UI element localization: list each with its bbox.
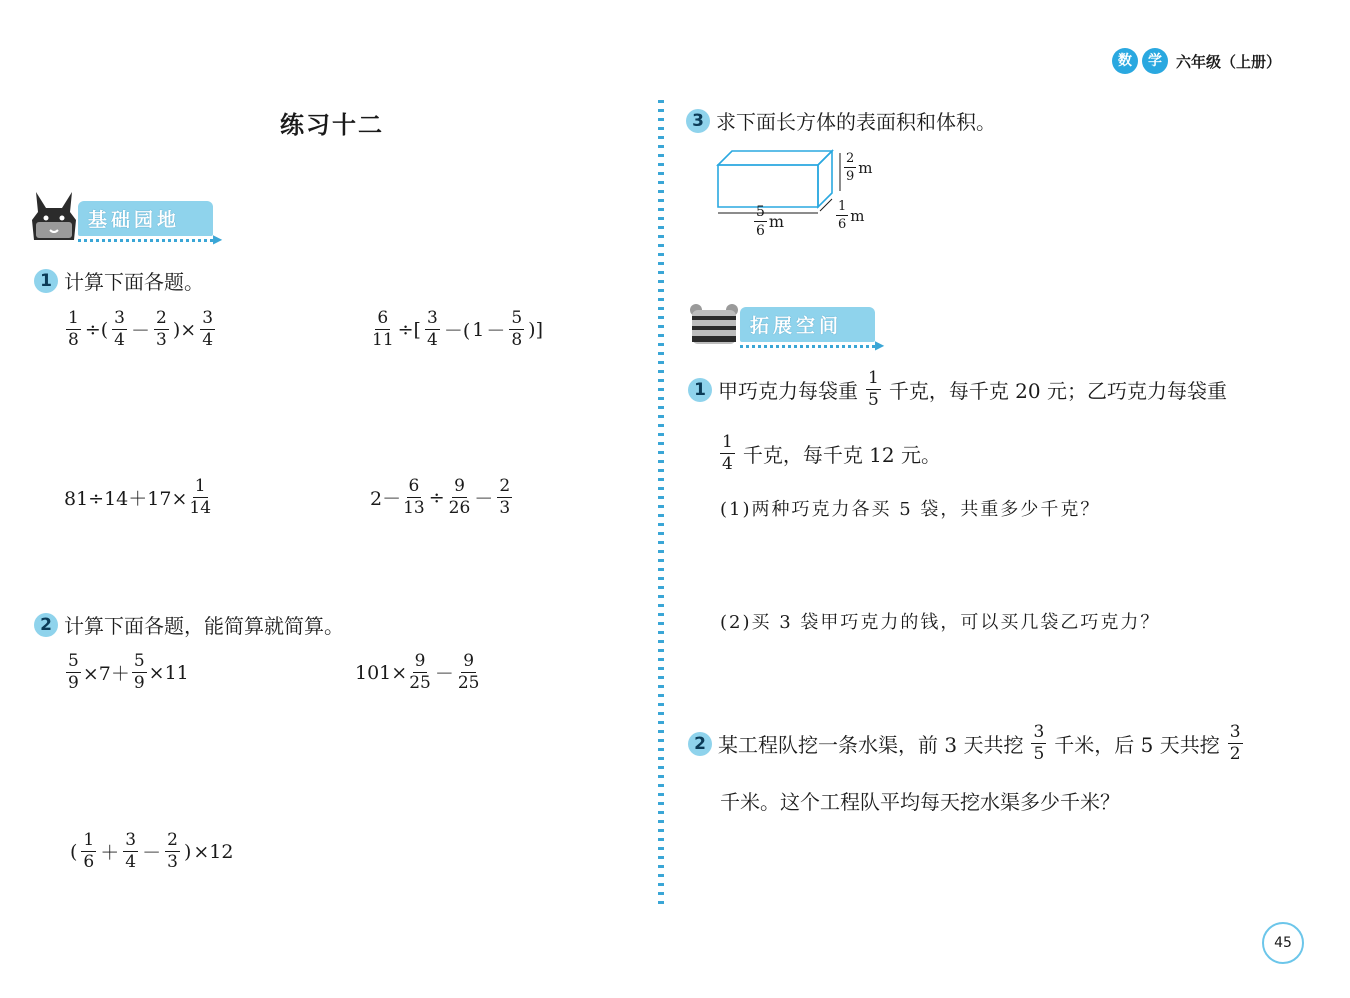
arrow-right-icon: ▶ [875,338,885,352]
question-3 [686,106,996,135]
fraction: $\frac{1}{14}$ [189,476,212,518]
subject-badge-2: 学 [1142,48,1168,74]
fraction: $\frac{3}{5}$ [1033,722,1045,764]
fraction: $\frac{2}{9}$ [846,151,855,184]
extend-question-2: 2 某工程队挖一条水渠，前 3 天共挖 $\frac{3}{5}$ 千米，后 5 天共挖 $\frac{3}{2}$ [688,724,1245,763]
banner-dotted-line [740,342,875,348]
section-label-extend: 拓展空间 [740,307,875,342]
width-label: $\frac{1}{6}$ m [838,199,865,232]
expression-1-3: 81÷14＋17× $\frac{1}{14}$ [64,476,212,518]
question-number: 2 [688,732,712,756]
fraction: $\frac{5}{9}$ [133,651,145,693]
fraction: $\frac{2}{3}$ [167,830,178,872]
fraction: $\frac{1}{4}$ [722,432,733,474]
arrow-right-icon: ▶ [213,232,223,246]
subject-badge-1: 数 [1112,48,1138,74]
section-banner-basic [30,190,223,246]
fraction: $\frac{2}{3}$ [499,476,511,518]
expression-1-4: 2－ $\frac{6}{13}$ ÷ $\frac{9}{26}$ － $\frac{2}{3}$ [370,476,511,518]
sub-question-2: (2)买 3 袋甲巧克力的钱，可以买几袋乙巧克力？ [720,612,1161,633]
height-label: $\frac{2}{9}$ m [846,151,873,184]
expression-2-1: $\frac{5}{9}$ ×7＋ $\frac{5}{9}$ ×11 [68,651,189,693]
expression-1-2: $\frac{6}{11}$ ÷[ $\frac{3}{4}$ －( 1 － $\frac{5}{8}$ )] [372,308,543,350]
question-number: 2 [34,613,58,637]
cat-mascot-icon [688,302,740,348]
banner-dotted-line [78,236,213,242]
extend-question-1-cont: $\frac{1}{4}$ 千克，每千克 12 元。 [722,432,941,474]
page-header [1112,48,1281,74]
fraction: $\frac{9}{25}$ [457,651,480,693]
fraction: $\frac{9}{25}$ [409,651,431,693]
sub-question-1: (1)两种巧克力各买 5 袋，共重多少千克？ [720,499,1101,520]
expression-2-2: 101× $\frac{9}{25}$ － $\frac{9}{25}$ [355,651,480,693]
fraction: $\frac{1}{6}$ [83,830,95,872]
fraction: $\frac{1}{8}$ [68,308,79,350]
fraction: $\frac{5}{8}$ [511,308,523,350]
fraction: $\frac{5}{6}$ [756,204,765,239]
extend-question-2-cont: 千米。这个工程队平均每天挖水渠多少千米？ [720,790,1120,814]
fraction: $\frac{3}{4}$ [125,830,137,872]
fraction: $\frac{2}{3}$ [156,308,167,350]
question-text: 计算下面各题。 [64,270,204,294]
question-text: 计算下面各题，能简算就简算。 [64,614,344,638]
page-number: 45 [1262,922,1304,964]
fraction: $\frac{1}{5}$ [868,368,879,410]
question-1 [34,266,204,295]
page-divider [658,100,664,910]
fraction: $\frac{3}{4}$ [426,308,438,350]
question-2 [34,610,344,639]
fraction: $\frac{3}{2}$ [1229,722,1241,764]
fraction: $\frac{3}{4}$ [114,308,125,350]
fraction: $\frac{6}{11}$ [372,308,394,350]
question-number: 1 [688,378,712,402]
question-text: 求下面长方体的表面积和体积。 [716,110,996,134]
extend-question-1: 1 甲巧克力每袋重 $\frac{1}{5}$ 千克，每千克 20 元；乙巧克力每袋重 [688,370,1227,409]
expression-2-3: ( $\frac{1}{6}$ ＋ $\frac{3}{4}$ － $\frac{2}{3}$ ) ×12 [70,830,234,872]
fraction: $\frac{5}{9}$ [68,651,79,693]
fraction: $\frac{1}{6}$ [838,199,847,232]
section-label-basic: 基础园地 [78,201,213,236]
length-label: $\frac{5}{6}$ m [756,204,785,239]
fraction: $\frac{9}{26}$ [448,476,471,518]
question-number: 3 [686,109,710,133]
page-title: 练习十二 [280,110,384,139]
expression-1-1: $\frac{1}{8}$ ÷( $\frac{3}{4}$ － $\frac{2}{3}$ )× $\frac{3}{4}$ [68,308,214,350]
section-banner-extend [688,302,885,352]
fraction: $\frac{3}{4}$ [202,308,214,350]
grade-label: 六年级（上册） [1176,52,1282,71]
question-number: 1 [34,269,58,293]
fraction: $\frac{6}{13}$ [403,476,425,518]
rabbit-mascot-icon [30,190,78,242]
